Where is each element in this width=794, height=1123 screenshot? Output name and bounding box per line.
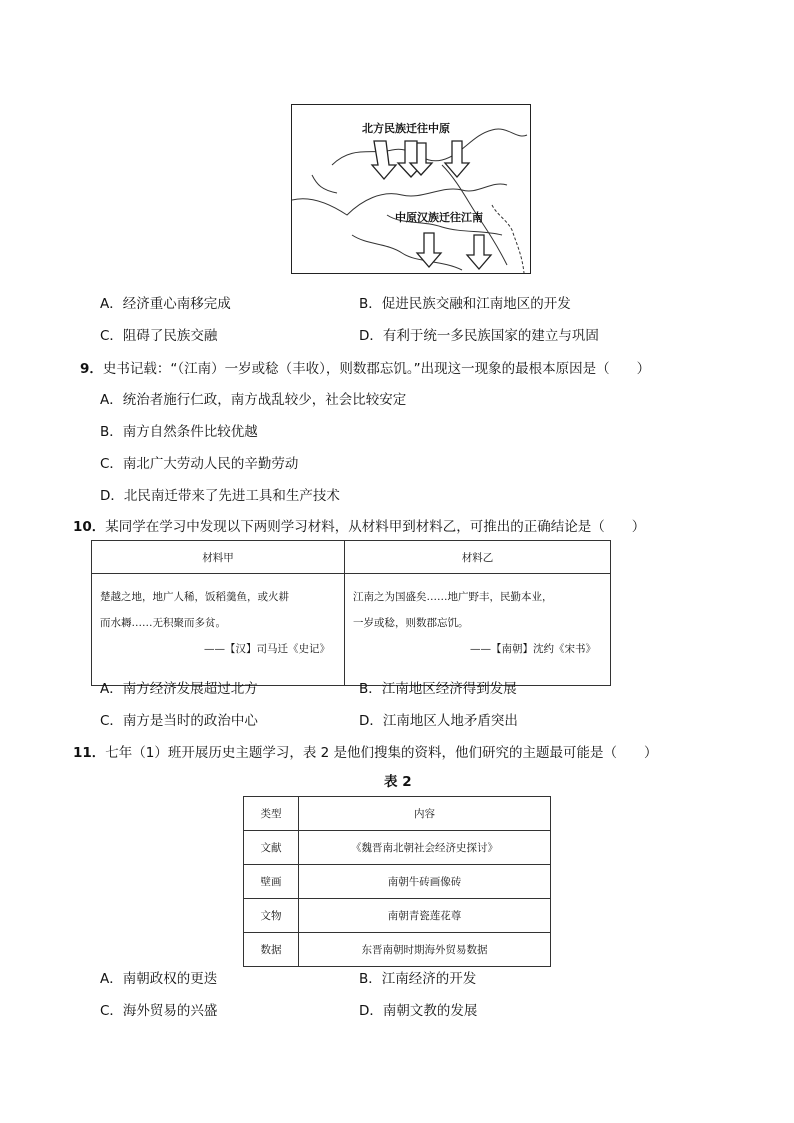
material-b-line-2: 一岁或稔，则数郡忘饥。 xyxy=(353,617,469,629)
q10-option-b: B．江南地区经济得到发展 xyxy=(359,681,517,697)
material-b-body xyxy=(345,574,611,686)
table-cell-content: 东晋南朝时期海外贸易数据 xyxy=(299,933,551,967)
material-a-body xyxy=(92,574,345,686)
q11-question xyxy=(73,741,658,761)
material-b-header: 材料乙 xyxy=(345,541,611,574)
migration-map xyxy=(291,104,531,274)
table-header-row xyxy=(244,797,551,831)
q9-stem: 史书记载：“（江南）一岁或稔（丰收），则数郡忘饥。”出现这一现象的最根本原因是（ ） xyxy=(102,361,651,377)
table-row xyxy=(244,831,551,865)
material-b-source: ——【南朝】沈约《宋书》 xyxy=(470,643,596,655)
table-cell-type: 壁画 xyxy=(244,865,299,899)
material-b-line-1: 江南之为国盛矣……地广野丰，民勤本业， xyxy=(353,591,553,603)
table-row xyxy=(244,865,551,899)
table-row xyxy=(244,933,551,967)
map-label-north: 北方民族迁往中原 xyxy=(362,122,450,135)
table-cell-content: 南朝牛砖画像砖 xyxy=(299,865,551,899)
q8-option-c: C．阻碍了民族交融 xyxy=(100,328,218,344)
q9-option-b: B．南方自然条件比较优越 xyxy=(100,424,258,440)
q9-question xyxy=(80,357,650,377)
q10-option-c: C．南方是当时的政治中心 xyxy=(100,713,258,729)
q9-number: 9． xyxy=(80,361,103,377)
q11-option-a: A．南朝政权的更迭 xyxy=(100,971,218,987)
table-cell-content: 南朝青瓷莲花尊 xyxy=(299,899,551,933)
table-cell-content: 《魏晋南北朝社会经济史探讨》 xyxy=(299,831,551,865)
south-arrows xyxy=(417,233,491,269)
resource-table xyxy=(243,796,551,967)
q10-option-d: D．江南地区人地矛盾突出 xyxy=(359,713,518,729)
table-cell-type: 数据 xyxy=(244,933,299,967)
q8-option-a: A．经济重心南移完成 xyxy=(100,296,231,312)
material-a-line-1: 楚越之地，地广人稀，饭稻羹鱼，或火耕 xyxy=(100,591,289,603)
q9-option-c: C．南北广大劳动人民的辛勤劳动 xyxy=(100,456,299,472)
q11-number: 11． xyxy=(73,745,106,761)
north-arrows xyxy=(372,141,469,179)
materials-table xyxy=(91,540,611,686)
q8-option-d: D．有利于统一多民族国家的建立与巩固 xyxy=(359,328,599,344)
material-a-header: 材料甲 xyxy=(92,541,345,574)
q11-option-c: C．海外贸易的兴盛 xyxy=(100,1003,218,1019)
q9-option-a: A．统治者施行仁政，南方战乱较少，社会比较安定 xyxy=(100,392,407,408)
q11-option-b: B．江南经济的开发 xyxy=(359,971,477,987)
table-header-cell: 内容 xyxy=(299,797,551,831)
q11-stem: 七年（1）班开展历史主题学习，表 2 是他们搜集的资料，他们研究的主题最可能是（ ） xyxy=(105,745,658,761)
q11-option-d: D．南朝文教的发展 xyxy=(359,1003,478,1019)
q9-option-d: D．北民南迁带来了先进工具和生产技术 xyxy=(100,488,340,504)
q10-question xyxy=(73,515,645,535)
table-header-cell: 类型 xyxy=(244,797,299,831)
q10-stem: 某同学在学习中发现以下两则学习材料，从材料甲到材料乙，可推出的正确结论是（ ） xyxy=(105,519,646,535)
material-a-line-2: 而水耨……无积聚而多贫。 xyxy=(100,617,226,629)
table-row xyxy=(244,899,551,933)
table-cell-type: 文献 xyxy=(244,831,299,865)
q10-option-a: A．南方经济发展超过北方 xyxy=(100,681,258,697)
table-cell-type: 文物 xyxy=(244,899,299,933)
q8-option-b: B．促进民族交融和江南地区的开发 xyxy=(359,296,571,312)
map-label-south: 中原汉族迁往江南 xyxy=(395,211,483,224)
table-caption: 表 2 xyxy=(384,774,412,790)
q10-number: 10． xyxy=(73,519,106,535)
material-a-source: ——【汉】司马迁《史记》 xyxy=(204,643,331,655)
